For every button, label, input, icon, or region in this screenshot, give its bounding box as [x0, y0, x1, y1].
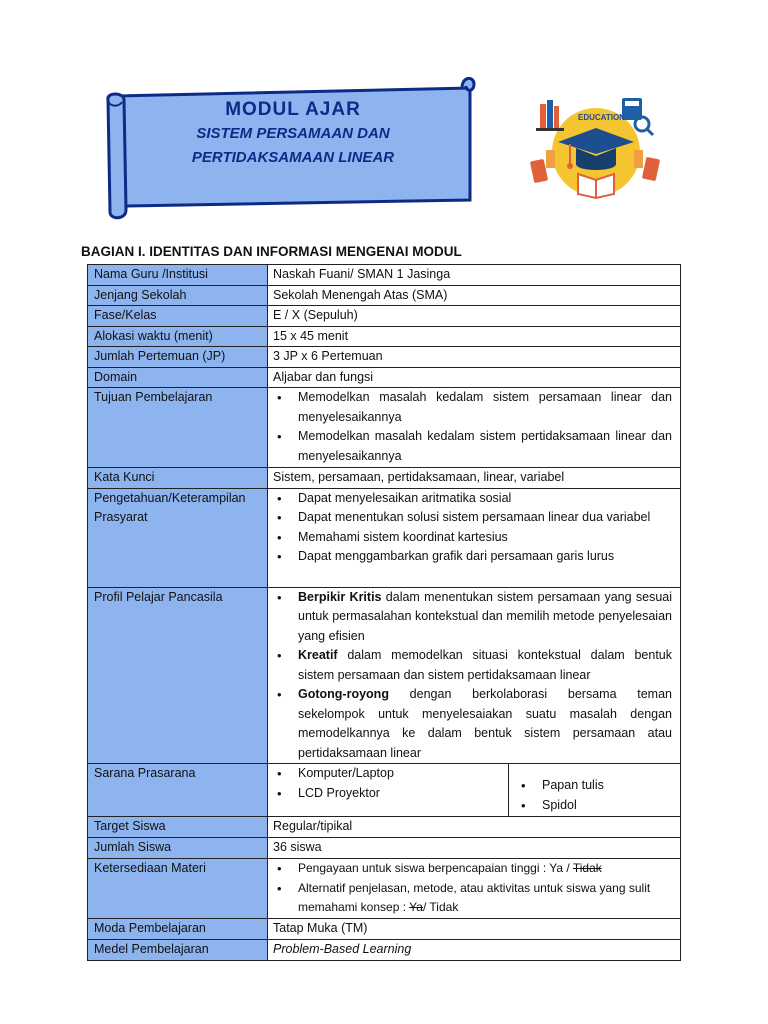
row-label-target: Target Siswa	[88, 817, 268, 838]
table-row	[88, 326, 681, 347]
ketersediaan-strike: Ya	[409, 900, 423, 914]
row-label-nama-guru: Nama Guru /Institusi	[88, 265, 268, 286]
table-row	[88, 347, 681, 368]
banner-title: MODUL AJAR	[225, 99, 361, 120]
row-value-tujuan	[268, 388, 681, 468]
row-value-model: Problem-Based Learning	[268, 939, 681, 960]
list-item	[298, 588, 672, 647]
row-label-prasyarat: Pengetahuan/Keterampilan Prasyarat	[88, 488, 268, 587]
sarana-left-column	[268, 764, 509, 816]
row-label-fase: Fase/Kelas	[88, 306, 268, 327]
list-item: • Dapat menyelesaikan aritmatika sosial	[298, 489, 672, 509]
section-heading: BAGIAN I. IDENTITAS DAN INFORMASI MENGENAI MODUL	[81, 244, 462, 259]
list-item: • Komputer/Laptop	[298, 764, 508, 784]
row-label-sarana: Sarana Prasarana	[88, 764, 268, 817]
row-label-kata-kunci: Kata Kunci	[88, 468, 268, 489]
profil-text: dengan berkolaborasi bersama teman sekelompok untuk menyelesaiakan suatu masalah dengan memodelkannya ke dalam bentuk sistem persamaan atau pertidaksamaan linear	[298, 687, 672, 760]
table-row	[88, 764, 681, 817]
profil-bold: Kreatif	[298, 648, 338, 662]
table-row	[88, 838, 681, 859]
row-label-moda: Moda Pembelajaran	[88, 918, 268, 939]
profil-bold: Berpikir Kritis	[298, 589, 382, 604]
row-value-fase: E / X (Sepuluh)	[268, 306, 681, 327]
list-item	[298, 685, 672, 763]
row-label-jumlah-pertemuan: Jumlah Pertemuan (JP)	[88, 347, 268, 368]
ketersediaan-text: Pengayaan untuk siswa berpencapaian tinggi : Ya /	[298, 861, 573, 875]
list-item	[298, 879, 672, 918]
list-item	[298, 646, 672, 685]
list-item: • Papan tulis	[542, 776, 680, 796]
list-item: • Dapat menentukan solusi sistem persamaan linear dua variabel	[298, 508, 672, 528]
table-row	[88, 306, 681, 327]
row-value-target: Regular/tipikal	[268, 817, 681, 838]
row-value-jumlah-pertemuan: 3 JP x 6 Pertemuan	[268, 347, 681, 368]
banner-subtitle-line-1: SISTEM PERSAMAAN DAN	[196, 125, 390, 142]
row-label-domain: Domain	[88, 367, 268, 388]
list-item: • Spidol	[542, 796, 680, 816]
list-item	[298, 859, 672, 879]
list-item: • LCD Proyektor	[298, 784, 508, 804]
profil-text: dalam menentukan sistem persamaan yang sesuai untuk permasalahan kontekstual dan memilih metode penyelesaian yang efisien	[298, 589, 672, 643]
row-value-moda: Tatap Muka (TM)	[268, 918, 681, 939]
table-row	[88, 918, 681, 939]
row-label-tujuan: Tujuan Pembelajaran	[88, 388, 268, 468]
row-value-kata-kunci: Sistem, persamaan, pertidaksamaan, linear, variabel	[268, 468, 681, 489]
table-row	[88, 817, 681, 838]
ketersediaan-tail: / Tidak	[422, 900, 459, 914]
row-label-profil: Profil Pelajar Pancasila	[88, 587, 268, 764]
table-row	[88, 939, 681, 960]
row-label-alokasi: Alokasi waktu (menit)	[88, 326, 268, 347]
row-label-jenjang: Jenjang Sekolah	[88, 285, 268, 306]
ketersediaan-strike: Tidak	[572, 861, 602, 875]
table-row	[88, 367, 681, 388]
table-row	[88, 265, 681, 286]
row-value-alokasi: 15 x 45 menit	[268, 326, 681, 347]
table-row	[88, 388, 681, 468]
list-item: • Memodelkan masalah kedalam sistem persamaan linear dan menyelesaikannya	[298, 388, 672, 427]
row-value-jumlah-siswa: 36 siswa	[268, 838, 681, 859]
list-item: • Dapat menggambarkan grafik dari persamaan garis lurus	[298, 547, 672, 567]
row-label-model: Medel Pembelajaran	[88, 939, 268, 960]
table-row	[88, 587, 681, 764]
banner-subtitle-line-2: PERTIDAKSAMAAN LINEAR	[191, 149, 395, 166]
sarana-right-column	[509, 764, 680, 816]
list-item: • Memahami sistem koordinat kartesius	[298, 528, 672, 548]
table-row	[88, 285, 681, 306]
row-label-ketersediaan: Ketersediaan Materi	[88, 859, 268, 919]
table-row	[88, 488, 681, 587]
profil-text: dalam memodelkan situasi kontekstual dalam bentuk sistem persamaan dan sistem pertidaksamaan linear	[298, 648, 672, 682]
row-value-sarana	[268, 764, 681, 817]
ketersediaan-text: Alternatif penjelasan, metode, atau aktivitas untuk siswa yang sulit memahami konsep :	[298, 880, 651, 914]
education-graduation-cap-books-icon	[526, 94, 664, 200]
list-item: • Memodelkan masalah kedalam sistem pertidaksamaan linear dan menyelesaikannya	[298, 427, 672, 466]
row-value-prasyarat	[268, 488, 681, 587]
row-value-jenjang: Sekolah Menengah Atas (SMA)	[268, 285, 681, 306]
row-label-jumlah-siswa: Jumlah Siswa	[88, 838, 268, 859]
table-row	[88, 468, 681, 489]
row-value-nama-guru: Naskah Fuani/ SMAN 1 Jasinga	[268, 265, 681, 286]
row-value-domain: Aljabar dan fungsi	[268, 367, 681, 388]
profil-bold: Gotong-royong	[298, 687, 389, 701]
table-row	[88, 859, 681, 919]
row-value-profil	[268, 587, 681, 764]
education-label: EDUCATION	[578, 113, 625, 122]
identity-table	[87, 264, 681, 961]
row-value-ketersediaan	[268, 859, 681, 919]
